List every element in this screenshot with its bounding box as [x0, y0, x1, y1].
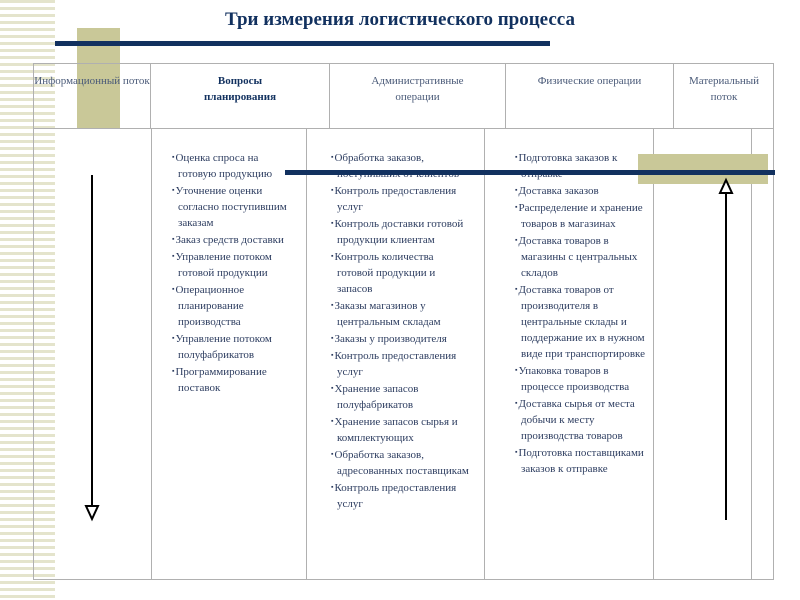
list-item: ▪ Контроль количества готовой продукции и запасов: [331, 248, 471, 297]
list-item: ▪ Контроль предоставления услуг: [331, 182, 471, 215]
list-item: ▪ Управление потоком готовой продукции: [172, 248, 297, 281]
list-item: ▪ Доставка товаров от производителя в центральные склады и поддержание их в нужном виде при транспортировке: [515, 281, 645, 362]
list-item: ▪ Обработка заказов, адресованных поставщикам: [331, 446, 471, 479]
list-item: ▪ Подготовка поставщиками заказов к отправке: [515, 444, 645, 477]
list-item: ▪ Распределение и хранение товаров в магазинах: [515, 199, 645, 232]
list-item: ▪ Оценка спроса на готовую продукцию: [172, 149, 297, 182]
list-item: ▪ Доставка заказов: [515, 182, 645, 199]
list-item: ▪ Подготовка заказов к: [515, 149, 645, 182]
list-item: ▪ Программирование поставок: [172, 363, 297, 396]
list-item: ▪ Обработка заказов,: [331, 149, 471, 182]
header-planning: Вопросы планирования: [151, 64, 330, 128]
list-item: ▪ Заказы магазинов у центральным складам: [331, 297, 471, 330]
header-administrative: Административные операции: [330, 64, 506, 128]
header-material-flow: Материальный поток: [688, 75, 760, 103]
list-item: ▪ Контроль предоставления услуг: [331, 479, 471, 512]
header-physical: Физические операции: [506, 64, 674, 128]
list-item: ▪ Упаковка товаров в процессе производства: [515, 362, 645, 395]
list-item: ▪ Хранение запасов полуфабрикатов: [331, 380, 471, 413]
list-item: ▪ Контроль доставки готовой продукции клиентам: [331, 215, 471, 248]
slide-title: Три измерения логистического процесса: [225, 9, 575, 30]
list-item: ▪ Контроль предоставления услуг: [331, 347, 471, 380]
up-arrow-icon: [720, 180, 732, 520]
down-arrow-icon: [86, 175, 98, 519]
list-item: ▪ Хранение запасов сырья и комплектующих: [331, 413, 471, 446]
list-item: ▪ Управление потоком полуфабрикатов: [172, 330, 297, 363]
list-item: ▪ Заказы у производителя: [331, 330, 471, 347]
list-item: ▪ Операционное планирование производства: [172, 281, 297, 330]
list-item: ▪ Уточнение оценки согласно поступившим заказам: [172, 182, 297, 231]
list-item: ▪ Доставка товаров в магазины с центральных складов: [515, 232, 645, 281]
list-item: ▪ Доставка сырья от места добычи к месту производства товаров: [515, 395, 645, 444]
list-item: ▪ Заказ средств доставки: [172, 231, 297, 248]
header-info-flow: Информационный поток: [34, 64, 151, 128]
